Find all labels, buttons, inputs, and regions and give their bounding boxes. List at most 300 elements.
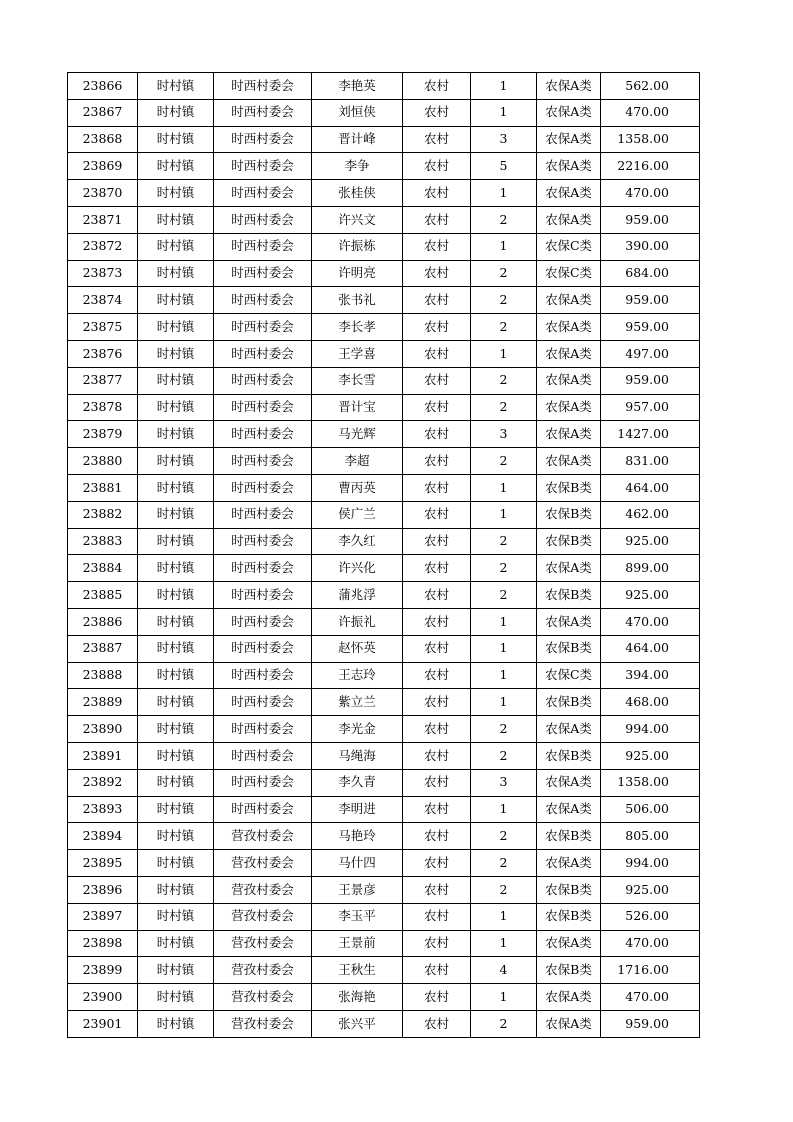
insurance-category-cell: 农保B类 <box>537 903 601 930</box>
household-type-cell: 农村 <box>403 180 471 207</box>
town-cell: 时村镇 <box>138 73 214 100</box>
record-id-cell: 23873 <box>68 260 138 287</box>
amount-cell: 925.00 <box>601 582 700 609</box>
insurance-category-cell: 农保A类 <box>537 126 601 153</box>
table-row <box>68 153 700 180</box>
name-cell: 李光金 <box>312 716 403 743</box>
insurance-category-cell: 农保B类 <box>537 474 601 501</box>
member-count-cell: 1 <box>471 73 537 100</box>
insurance-category-cell: 农保A类 <box>537 180 601 207</box>
village-committee-cell: 时西村委会 <box>214 340 312 367</box>
member-count-cell: 2 <box>471 555 537 582</box>
town-cell: 时村镇 <box>138 474 214 501</box>
member-count-cell: 1 <box>471 796 537 823</box>
insurance-category-cell: 农保A类 <box>537 340 601 367</box>
insurance-category-cell: 农保A类 <box>537 850 601 877</box>
insurance-category-cell: 农保A类 <box>537 287 601 314</box>
amount-cell: 684.00 <box>601 260 700 287</box>
town-cell: 时村镇 <box>138 850 214 877</box>
name-cell: 张兴平 <box>312 1010 403 1037</box>
household-type-cell: 农村 <box>403 367 471 394</box>
town-cell: 时村镇 <box>138 662 214 689</box>
village-committee-cell: 时西村委会 <box>214 662 312 689</box>
name-cell: 王学喜 <box>312 340 403 367</box>
member-count-cell: 2 <box>471 742 537 769</box>
name-cell: 王景前 <box>312 930 403 957</box>
village-committee-cell: 时西村委会 <box>214 635 312 662</box>
village-committee-cell: 时西村委会 <box>214 287 312 314</box>
household-type-cell: 农村 <box>403 126 471 153</box>
village-committee-cell: 时西村委会 <box>214 528 312 555</box>
household-type-cell: 农村 <box>403 742 471 769</box>
village-committee-cell: 时西村委会 <box>214 314 312 341</box>
record-id-cell: 23892 <box>68 769 138 796</box>
table-row <box>68 903 700 930</box>
record-id-cell: 23874 <box>68 287 138 314</box>
table-row <box>68 582 700 609</box>
household-type-cell: 农村 <box>403 769 471 796</box>
insurance-category-cell: 农保B类 <box>537 528 601 555</box>
name-cell: 李久青 <box>312 769 403 796</box>
village-committee-cell: 营孜村委会 <box>214 823 312 850</box>
insurance-category-cell: 农保C类 <box>537 260 601 287</box>
amount-cell: 1716.00 <box>601 957 700 984</box>
household-type-cell: 农村 <box>403 448 471 475</box>
village-committee-cell: 时西村委会 <box>214 260 312 287</box>
amount-cell: 394.00 <box>601 662 700 689</box>
name-cell: 张海艳 <box>312 984 403 1011</box>
table-row <box>68 260 700 287</box>
record-id-cell: 23869 <box>68 153 138 180</box>
insurance-category-cell: 农保C类 <box>537 233 601 260</box>
record-id-cell: 23866 <box>68 73 138 100</box>
insurance-category-cell: 农保A类 <box>537 555 601 582</box>
amount-cell: 959.00 <box>601 367 700 394</box>
amount-cell: 470.00 <box>601 930 700 957</box>
name-cell: 李明进 <box>312 796 403 823</box>
record-id-cell: 23896 <box>68 876 138 903</box>
member-count-cell: 2 <box>471 314 537 341</box>
household-type-cell: 农村 <box>403 689 471 716</box>
member-count-cell: 1 <box>471 340 537 367</box>
table-row <box>68 314 700 341</box>
amount-cell: 959.00 <box>601 206 700 233</box>
name-cell: 李超 <box>312 448 403 475</box>
record-id-cell: 23889 <box>68 689 138 716</box>
table-row <box>68 930 700 957</box>
village-committee-cell: 营孜村委会 <box>214 1010 312 1037</box>
insurance-category-cell: 农保A类 <box>537 608 601 635</box>
amount-cell: 959.00 <box>601 314 700 341</box>
name-cell: 李长孝 <box>312 314 403 341</box>
town-cell: 时村镇 <box>138 206 214 233</box>
village-committee-cell: 时西村委会 <box>214 448 312 475</box>
member-count-cell: 1 <box>471 474 537 501</box>
table-row <box>68 662 700 689</box>
name-cell: 赵怀英 <box>312 635 403 662</box>
amount-cell: 562.00 <box>601 73 700 100</box>
amount-cell: 994.00 <box>601 716 700 743</box>
member-count-cell: 2 <box>471 850 537 877</box>
record-id-cell: 23891 <box>68 742 138 769</box>
amount-cell: 470.00 <box>601 984 700 1011</box>
member-count-cell: 2 <box>471 394 537 421</box>
town-cell: 时村镇 <box>138 903 214 930</box>
amount-cell: 959.00 <box>601 1010 700 1037</box>
amount-cell: 470.00 <box>601 99 700 126</box>
town-cell: 时村镇 <box>138 528 214 555</box>
name-cell: 晋计宝 <box>312 394 403 421</box>
record-id-cell: 23879 <box>68 421 138 448</box>
record-id-cell: 23868 <box>68 126 138 153</box>
village-committee-cell: 营孜村委会 <box>214 957 312 984</box>
table-row <box>68 126 700 153</box>
town-cell: 时村镇 <box>138 689 214 716</box>
name-cell: 李玉平 <box>312 903 403 930</box>
insurance-category-cell: 农保A类 <box>537 206 601 233</box>
town-cell: 时村镇 <box>138 448 214 475</box>
record-id-cell: 23871 <box>68 206 138 233</box>
table-row <box>68 528 700 555</box>
table-row <box>68 742 700 769</box>
name-cell: 许振栋 <box>312 233 403 260</box>
insurance-category-cell: 农保B类 <box>537 689 601 716</box>
name-cell: 王秋生 <box>312 957 403 984</box>
record-id-cell: 23870 <box>68 180 138 207</box>
record-id-cell: 23877 <box>68 367 138 394</box>
name-cell: 许明亮 <box>312 260 403 287</box>
amount-cell: 2216.00 <box>601 153 700 180</box>
name-cell: 紫立兰 <box>312 689 403 716</box>
household-type-cell: 农村 <box>403 716 471 743</box>
household-type-cell: 农村 <box>403 930 471 957</box>
member-count-cell: 2 <box>471 260 537 287</box>
insurance-category-cell: 农保B类 <box>537 823 601 850</box>
household-type-cell: 农村 <box>403 957 471 984</box>
village-committee-cell: 营孜村委会 <box>214 903 312 930</box>
insurance-category-cell: 农保A类 <box>537 769 601 796</box>
record-id-cell: 23895 <box>68 850 138 877</box>
insurance-category-cell: 农保A类 <box>537 930 601 957</box>
table-row <box>68 850 700 877</box>
record-id-cell: 23878 <box>68 394 138 421</box>
amount-cell: 464.00 <box>601 474 700 501</box>
village-committee-cell: 营孜村委会 <box>214 850 312 877</box>
town-cell: 时村镇 <box>138 501 214 528</box>
member-count-cell: 3 <box>471 769 537 796</box>
town-cell: 时村镇 <box>138 984 214 1011</box>
household-type-cell: 农村 <box>403 823 471 850</box>
member-count-cell: 3 <box>471 421 537 448</box>
household-type-cell: 农村 <box>403 340 471 367</box>
household-type-cell: 农村 <box>403 1010 471 1037</box>
member-count-cell: 1 <box>471 984 537 1011</box>
town-cell: 时村镇 <box>138 421 214 448</box>
household-type-cell: 农村 <box>403 850 471 877</box>
amount-cell: 957.00 <box>601 394 700 421</box>
table-row <box>68 394 700 421</box>
town-cell: 时村镇 <box>138 635 214 662</box>
town-cell: 时村镇 <box>138 233 214 260</box>
town-cell: 时村镇 <box>138 126 214 153</box>
insurance-category-cell: 农保B类 <box>537 582 601 609</box>
member-count-cell: 3 <box>471 126 537 153</box>
household-type-cell: 农村 <box>403 314 471 341</box>
member-count-cell: 2 <box>471 367 537 394</box>
village-committee-cell: 营孜村委会 <box>214 930 312 957</box>
amount-cell: 526.00 <box>601 903 700 930</box>
amount-cell: 959.00 <box>601 287 700 314</box>
household-type-cell: 农村 <box>403 287 471 314</box>
name-cell: 张桂侠 <box>312 180 403 207</box>
village-committee-cell: 时西村委会 <box>214 367 312 394</box>
insurance-category-cell: 农保A类 <box>537 314 601 341</box>
table-row <box>68 796 700 823</box>
village-committee-cell: 时西村委会 <box>214 582 312 609</box>
record-id-cell: 23880 <box>68 448 138 475</box>
name-cell: 李艳英 <box>312 73 403 100</box>
amount-cell: 925.00 <box>601 742 700 769</box>
name-cell: 李长雪 <box>312 367 403 394</box>
table-row <box>68 233 700 260</box>
amount-cell: 506.00 <box>601 796 700 823</box>
town-cell: 时村镇 <box>138 957 214 984</box>
member-count-cell: 1 <box>471 635 537 662</box>
record-id-cell: 23882 <box>68 501 138 528</box>
name-cell: 刘恒侠 <box>312 99 403 126</box>
household-type-cell: 农村 <box>403 233 471 260</box>
household-type-cell: 农村 <box>403 394 471 421</box>
records-table <box>67 72 700 1038</box>
table-row <box>68 474 700 501</box>
town-cell: 时村镇 <box>138 340 214 367</box>
name-cell: 曹丙英 <box>312 474 403 501</box>
insurance-category-cell: 农保C类 <box>537 662 601 689</box>
town-cell: 时村镇 <box>138 769 214 796</box>
name-cell: 李争 <box>312 153 403 180</box>
town-cell: 时村镇 <box>138 180 214 207</box>
amount-cell: 805.00 <box>601 823 700 850</box>
household-type-cell: 农村 <box>403 99 471 126</box>
table-row <box>68 716 700 743</box>
name-cell: 许振礼 <box>312 608 403 635</box>
village-committee-cell: 时西村委会 <box>214 99 312 126</box>
member-count-cell: 1 <box>471 501 537 528</box>
town-cell: 时村镇 <box>138 153 214 180</box>
village-committee-cell: 时西村委会 <box>214 608 312 635</box>
amount-cell: 994.00 <box>601 850 700 877</box>
table-row <box>68 180 700 207</box>
insurance-category-cell: 农保A类 <box>537 1010 601 1037</box>
village-committee-cell: 营孜村委会 <box>214 984 312 1011</box>
amount-cell: 899.00 <box>601 555 700 582</box>
name-cell: 许兴文 <box>312 206 403 233</box>
record-id-cell: 23893 <box>68 796 138 823</box>
village-committee-cell: 时西村委会 <box>214 742 312 769</box>
name-cell: 王景彦 <box>312 876 403 903</box>
member-count-cell: 1 <box>471 180 537 207</box>
member-count-cell: 2 <box>471 823 537 850</box>
household-type-cell: 农村 <box>403 153 471 180</box>
table-row <box>68 99 700 126</box>
town-cell: 时村镇 <box>138 796 214 823</box>
household-type-cell: 农村 <box>403 528 471 555</box>
table-row <box>68 501 700 528</box>
town-cell: 时村镇 <box>138 99 214 126</box>
record-id-cell: 23872 <box>68 233 138 260</box>
household-type-cell: 农村 <box>403 260 471 287</box>
town-cell: 时村镇 <box>138 1010 214 1037</box>
record-id-cell: 23884 <box>68 555 138 582</box>
table-row <box>68 769 700 796</box>
household-type-cell: 农村 <box>403 421 471 448</box>
member-count-cell: 2 <box>471 206 537 233</box>
member-count-cell: 1 <box>471 99 537 126</box>
name-cell: 侯广兰 <box>312 501 403 528</box>
insurance-category-cell: 农保A类 <box>537 716 601 743</box>
record-id-cell: 23885 <box>68 582 138 609</box>
amount-cell: 831.00 <box>601 448 700 475</box>
household-type-cell: 农村 <box>403 635 471 662</box>
member-count-cell: 1 <box>471 233 537 260</box>
member-count-cell: 2 <box>471 448 537 475</box>
member-count-cell: 5 <box>471 153 537 180</box>
table-row <box>68 206 700 233</box>
record-id-cell: 23897 <box>68 903 138 930</box>
town-cell: 时村镇 <box>138 930 214 957</box>
household-type-cell: 农村 <box>403 206 471 233</box>
household-type-cell: 农村 <box>403 903 471 930</box>
household-type-cell: 农村 <box>403 474 471 501</box>
insurance-category-cell: 农保B类 <box>537 876 601 903</box>
village-committee-cell: 时西村委会 <box>214 206 312 233</box>
town-cell: 时村镇 <box>138 555 214 582</box>
village-committee-cell: 时西村委会 <box>214 126 312 153</box>
amount-cell: 390.00 <box>601 233 700 260</box>
town-cell: 时村镇 <box>138 582 214 609</box>
amount-cell: 1358.00 <box>601 769 700 796</box>
insurance-category-cell: 农保B类 <box>537 501 601 528</box>
town-cell: 时村镇 <box>138 876 214 903</box>
insurance-category-cell: 农保A类 <box>537 99 601 126</box>
name-cell: 张书礼 <box>312 287 403 314</box>
name-cell: 马艳玲 <box>312 823 403 850</box>
amount-cell: 925.00 <box>601 528 700 555</box>
insurance-category-cell: 农保A类 <box>537 421 601 448</box>
village-committee-cell: 时西村委会 <box>214 233 312 260</box>
member-count-cell: 2 <box>471 528 537 555</box>
record-id-cell: 23894 <box>68 823 138 850</box>
household-type-cell: 农村 <box>403 608 471 635</box>
member-count-cell: 1 <box>471 930 537 957</box>
amount-cell: 497.00 <box>601 340 700 367</box>
village-committee-cell: 时西村委会 <box>214 153 312 180</box>
name-cell: 李久红 <box>312 528 403 555</box>
record-id-cell: 23886 <box>68 608 138 635</box>
member-count-cell: 1 <box>471 608 537 635</box>
village-committee-cell: 时西村委会 <box>214 689 312 716</box>
name-cell: 马什四 <box>312 850 403 877</box>
town-cell: 时村镇 <box>138 367 214 394</box>
insurance-category-cell: 农保B类 <box>537 742 601 769</box>
member-count-cell: 4 <box>471 957 537 984</box>
amount-cell: 925.00 <box>601 876 700 903</box>
table-row <box>68 340 700 367</box>
record-id-cell: 23899 <box>68 957 138 984</box>
table-row <box>68 608 700 635</box>
table-row <box>68 984 700 1011</box>
insurance-category-cell: 农保A类 <box>537 73 601 100</box>
insurance-category-cell: 农保B类 <box>537 635 601 662</box>
household-type-cell: 农村 <box>403 73 471 100</box>
household-type-cell: 农村 <box>403 796 471 823</box>
table-row <box>68 957 700 984</box>
village-committee-cell: 时西村委会 <box>214 769 312 796</box>
name-cell: 马光辉 <box>312 421 403 448</box>
table-row <box>68 448 700 475</box>
record-id-cell: 23900 <box>68 984 138 1011</box>
record-id-cell: 23876 <box>68 340 138 367</box>
insurance-category-cell: 农保A类 <box>537 796 601 823</box>
town-cell: 时村镇 <box>138 314 214 341</box>
table-row <box>68 421 700 448</box>
village-committee-cell: 时西村委会 <box>214 796 312 823</box>
household-type-cell: 农村 <box>403 501 471 528</box>
table-row <box>68 635 700 662</box>
amount-cell: 1358.00 <box>601 126 700 153</box>
member-count-cell: 1 <box>471 662 537 689</box>
member-count-cell: 2 <box>471 1010 537 1037</box>
village-committee-cell: 时西村委会 <box>214 180 312 207</box>
record-id-cell: 23875 <box>68 314 138 341</box>
member-count-cell: 1 <box>471 903 537 930</box>
name-cell: 王志玲 <box>312 662 403 689</box>
records-table-body <box>68 73 700 1038</box>
village-committee-cell: 营孜村委会 <box>214 876 312 903</box>
name-cell: 许兴化 <box>312 555 403 582</box>
record-id-cell: 23887 <box>68 635 138 662</box>
household-type-cell: 农村 <box>403 984 471 1011</box>
record-id-cell: 23867 <box>68 99 138 126</box>
town-cell: 时村镇 <box>138 287 214 314</box>
table-row <box>68 555 700 582</box>
insurance-category-cell: 农保A类 <box>537 394 601 421</box>
village-committee-cell: 时西村委会 <box>214 501 312 528</box>
amount-cell: 470.00 <box>601 180 700 207</box>
town-cell: 时村镇 <box>138 742 214 769</box>
household-type-cell: 农村 <box>403 662 471 689</box>
table-row <box>68 287 700 314</box>
insurance-category-cell: 农保B类 <box>537 957 601 984</box>
village-committee-cell: 时西村委会 <box>214 555 312 582</box>
village-committee-cell: 时西村委会 <box>214 474 312 501</box>
record-id-cell: 23901 <box>68 1010 138 1037</box>
record-id-cell: 23890 <box>68 716 138 743</box>
record-id-cell: 23898 <box>68 930 138 957</box>
village-committee-cell: 时西村委会 <box>214 716 312 743</box>
amount-cell: 468.00 <box>601 689 700 716</box>
table-row <box>68 876 700 903</box>
name-cell: 蒲兆浮 <box>312 582 403 609</box>
insurance-category-cell: 农保A类 <box>537 448 601 475</box>
town-cell: 时村镇 <box>138 716 214 743</box>
amount-cell: 462.00 <box>601 501 700 528</box>
household-type-cell: 农村 <box>403 555 471 582</box>
household-type-cell: 农村 <box>403 876 471 903</box>
town-cell: 时村镇 <box>138 394 214 421</box>
record-id-cell: 23881 <box>68 474 138 501</box>
amount-cell: 1427.00 <box>601 421 700 448</box>
